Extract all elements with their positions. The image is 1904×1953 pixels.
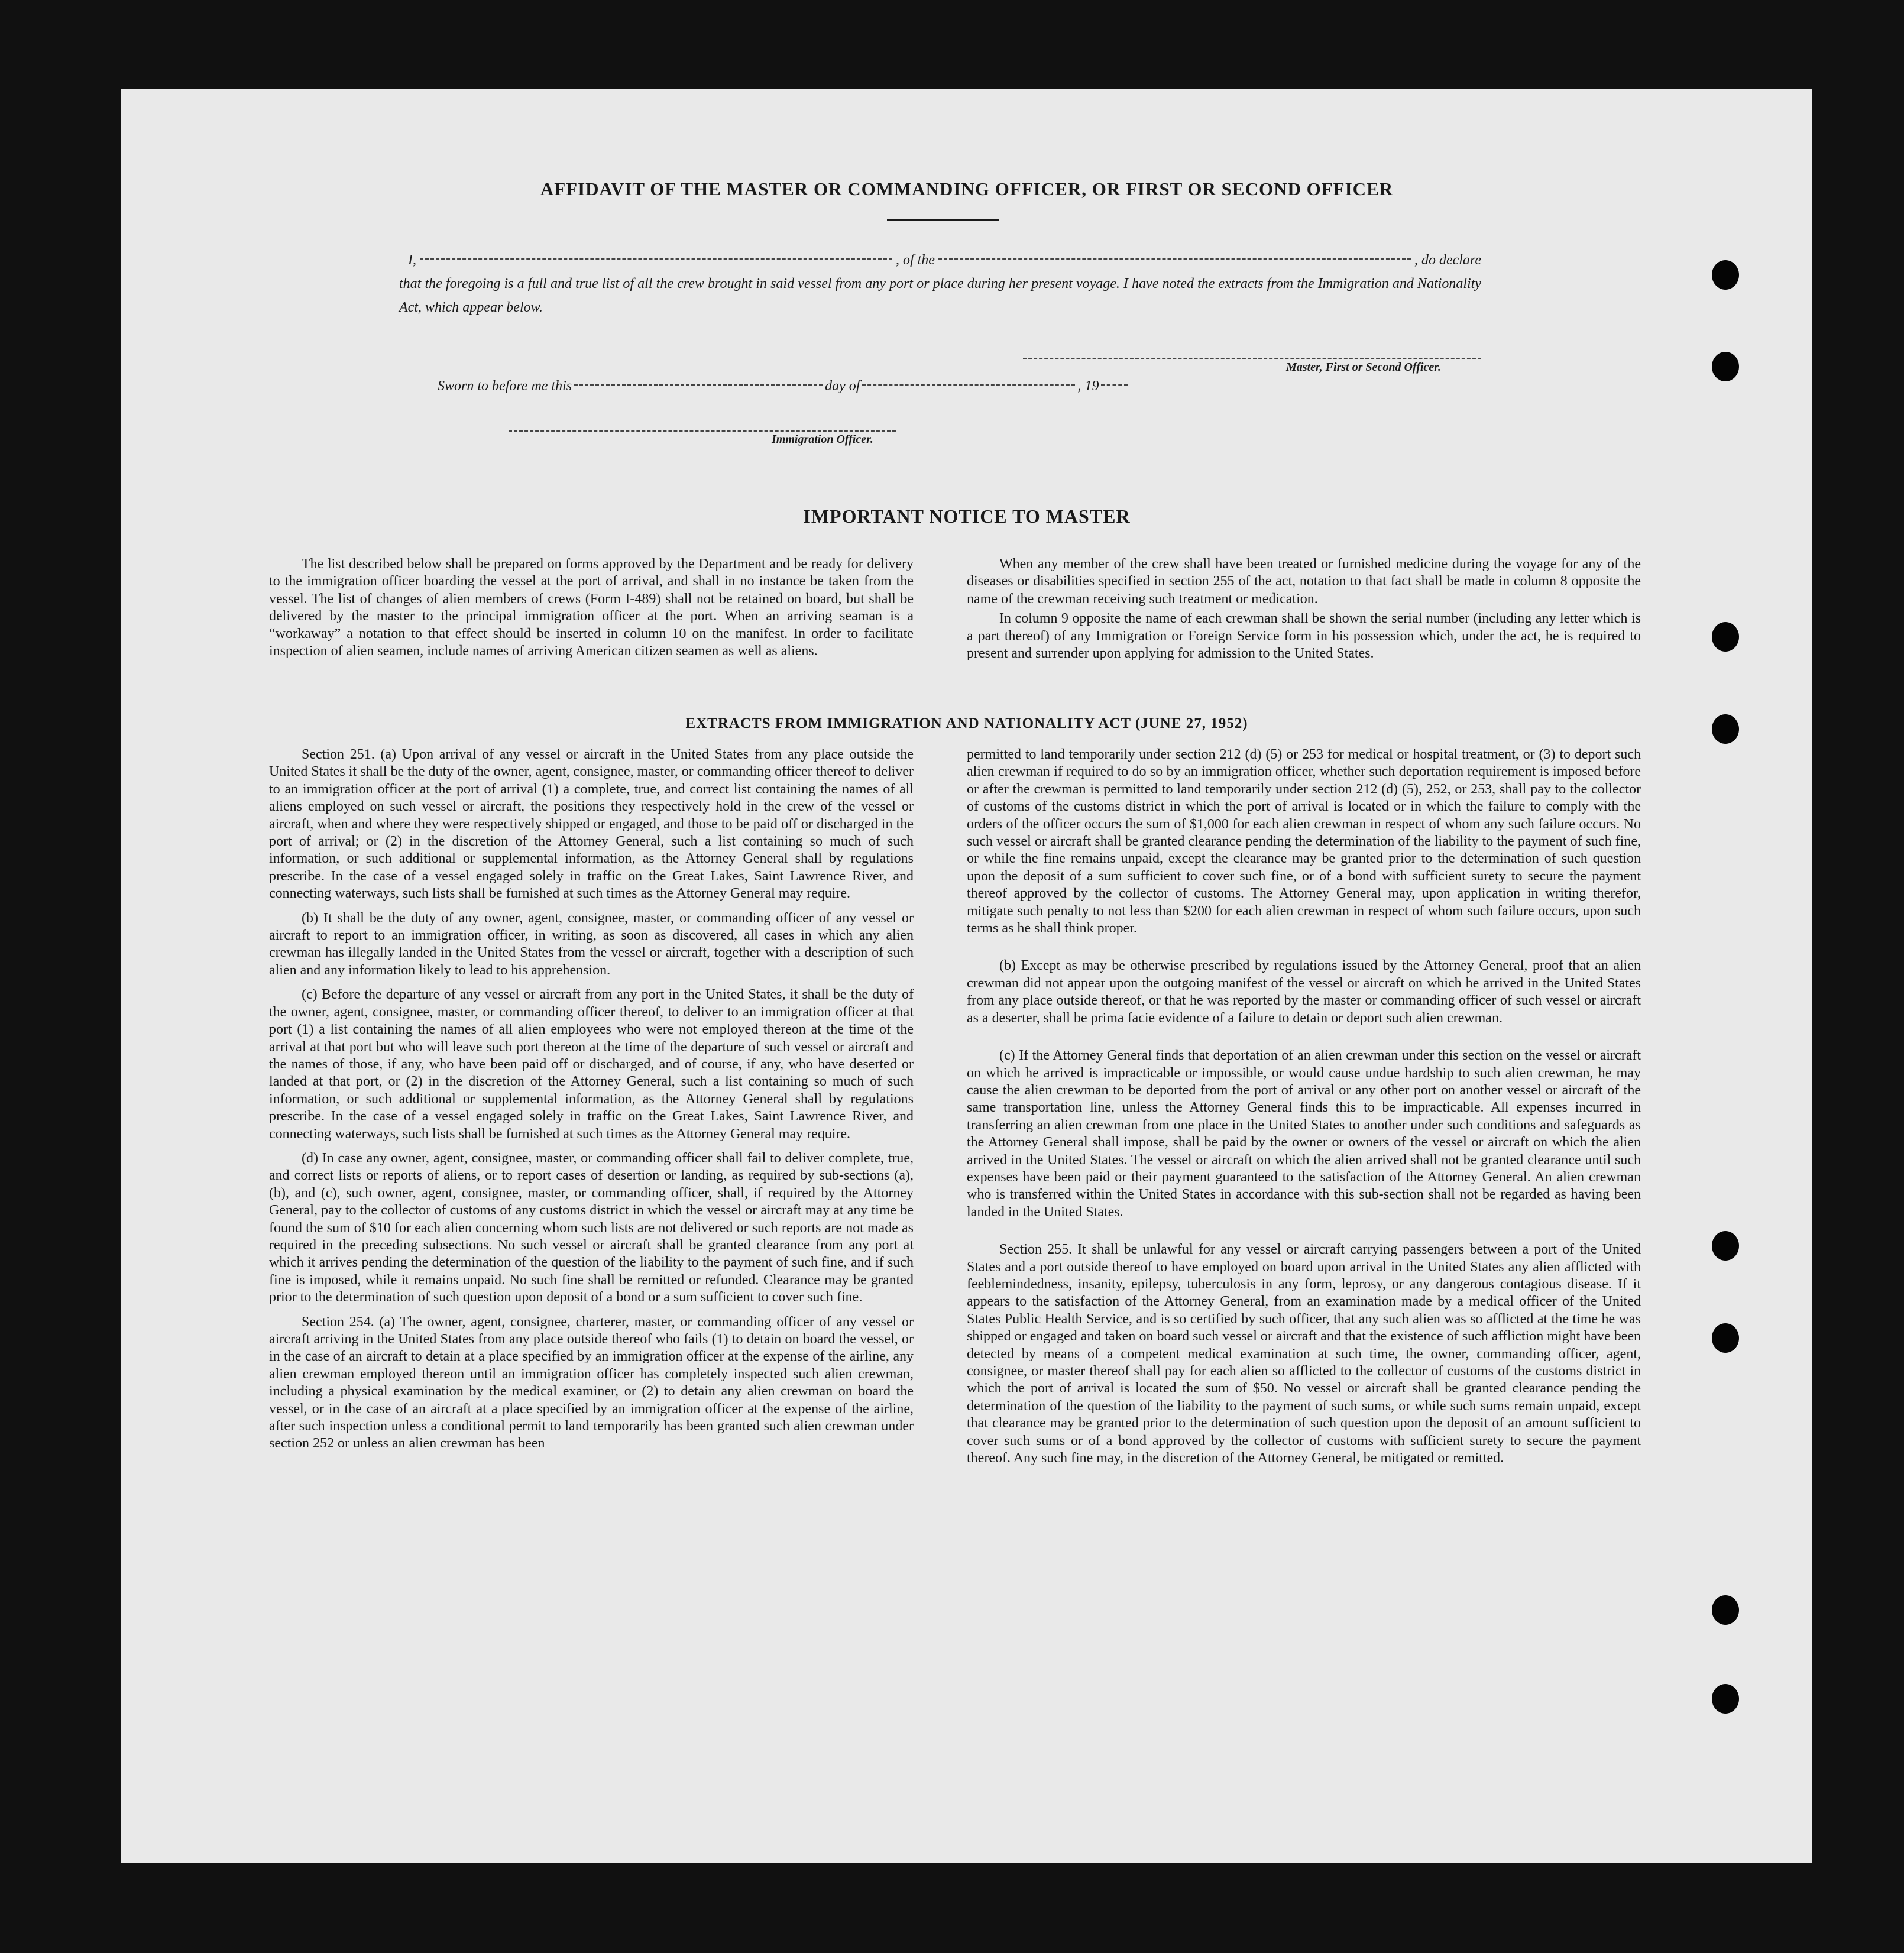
punch-hole xyxy=(1712,1595,1739,1625)
immigration-officer-label: Immigration Officer. xyxy=(772,433,873,446)
of-the-label: , of the xyxy=(895,252,935,268)
notice-right-paragraph-2: In column 9 opposite the name of each crewman shall be shown the serial number (including any letter which is a part thereof) of any Immigration or Foreign Service form in his possession which, under the act, he is required to present and surrender upon applying for admission to the United States. xyxy=(967,611,1641,662)
section-251-d: (d) In case any owner, agent, consignee, master, or commanding officer shall fail to deliver complete, true, and correct lists or reports of aliens, or to report cases of desertion or landing, as required by sub-sections (a), (b), and (c), such owner, agent, consignee, master, or commanding officer, shall, if required by the Attorney General, pay to the collector of customs of any customs district in which the vessel or aircraft may at any time be found the sum of $10 for each alien concerning whom such lists are not delivered or such reports are not made as required in the preceding subsections. No such vessel or aircraft shall be granted clearance from any port at which it arrives pending the determination of the question of the liability to the payment of such fine, and if such fine is imposed, while it remains unpaid. No such fine shall be remitted or refunded. Clearance may be granted prior to the determination of such question upon deposit of a bond or a sum sufficient to cover such fine. xyxy=(269,1150,914,1306)
do-declare-label: , do declare xyxy=(1414,252,1482,268)
vessel-field[interactable] xyxy=(938,257,1411,260)
master-signature-label: Master, First or Second Officer. xyxy=(1286,361,1441,374)
punch-hole xyxy=(1712,1323,1739,1353)
i-label: I, xyxy=(408,252,416,268)
notice-left-paragraph: The list described below shall be prepared on forms approved by the Department and be ready for delivery to the immigration officer boarding the vessel at the port of arrival, and shall in no instance be taken from the vessel. The list of changes of alien members of crews (Form I-489) shall not be retained on board, but shall be delivered by the master to the principal immigration officer at the port. When an arriving seaman is a “workaway” a notation to that effect should be inserted in column 10 on the manifest. In order to facilitate inspection of alien seamen, include names of arriving American citizen seamen as well as aliens. xyxy=(269,556,914,659)
section-254-c: (c) If the Attorney General finds that deportation of an alien crewman under this section on the vessel or aircraft on which he arrived is impracticable or impossible, or would cause undue hardship to such alien crewman, he may cause the alien crewman to be deported from the port of arrival or any other port on another vessel or aircraft of the same transportation line, unless the Attorney General finds this to be impracticable. All expenses incurred in transferring an alien crewman from one place in the United States to another under such conditions and safeguards as the Attorney General shall impose, shall be paid by the owner or owners of the vessel or aircraft on which the alien arrived in the United States. The vessel or aircraft on which the alien arrived shall not be granted clearance until such expenses have been paid or their payment guaranteed to the satisfaction of the Attorney General. An alien crewman who is transferred within the United States in accordance with this sub-section shall not be regarded as having been landed in the United States. xyxy=(967,1048,1641,1220)
section-251-c: (c) Before the departure of any vessel or aircraft from any port in the United States, it shall be the duty of the owner, agent, consignee, master, or commanding officer thereof, to deliver to an immigration officer at that port (1) a list containing the names of all alien employees who were not employed thereon at the time of the arrival at that port but who will leave such port thereon at the time of the departure of such vessel or aircraft and the names of those, if any, who have been paid off or discharged, and of course, if any, who have deserted or landed at that port, or (2) in the discretion of the Attorney General, such a list containing so much of such information, or such additional or supplemental information, as the Attorney General shall by regulations prescribe. In the case of a vessel engaged solely in traffic on the Great Lakes, Saint Lawrence River, and connecting waterways, such lists shall be furnished at such times as the Attorney General may require. xyxy=(269,987,914,1142)
master-signature-line[interactable] xyxy=(1023,358,1481,359)
declaration-block xyxy=(399,248,1482,319)
title-underline xyxy=(887,219,999,221)
notice-right-column xyxy=(967,556,1641,669)
name-field[interactable] xyxy=(420,257,892,260)
notice-right-paragraph-1: When any member of the crew shall have been treated or furnished medicine during the voyage for any of the diseases or disabilities specified in section 255 of the act, notation to that fact shall be made in column 8 opposite the name of the crewman receiving such treatment or medication. xyxy=(967,556,1641,607)
notice-title: IMPORTANT NOTICE TO MASTER xyxy=(803,506,1131,527)
sworn-month-field[interactable] xyxy=(862,383,1075,386)
section-254-a-continued: permitted to land temporarily under section 212 (d) (5) or 253 for medical or hospital treatment, or (3) to deport such alien crewman if required to do so by an immigration officer, whether such deportation requirement is imposed before or after the crewman is permitted to land temporarily under section 212 (d) (5), 252, or 253, shall pay to the collector of customs of the customs district in which the port of arrival is located or in which the failure to comply with the orders of the officer occurs the sum of $1,000 for each alien crewman in respect of whom any such failure occurs. No such vessel or aircraft shall be granted clearance pending the determination of the liability to the payment of such fine, or while the fine remains unpaid, except the clearance may be granted prior to the determination of such question upon the deposit of a sum sufficient to cover such fine, or of a bond with sufficient surety to secure the payment thereof approved by the collector of customs. The Attorney General may, upon application in writing therefor, mitigate such penalty to not less than $200 for each alien crewman in respect of whom such failure occurs, upon such terms as he shall think proper. xyxy=(967,747,1641,937)
sworn-line xyxy=(438,378,1189,394)
section-251-a: Section 251. (a) Upon arrival of any vessel or aircraft in the United States from any place outside the United States it shall be the duty of the owner, agent, consignee, master, or commanding officer thereof to deliver to an immigration officer at the port of arrival (1) a complete, true, and correct list containing the names of all aliens employed on such vessel or aircraft, the positions they respectively hold in the crew of the vessel or aircraft, when and where they were respectively shipped or engaged, and those to be paid off or discharged in the port of arrival; or (2) in the discretion of the Attorney General, such a list containing so much of such information, or such additional or supplemental information, as the Attorney General shall by regulations prescribe. In the case of a vessel engaged solely in traffic on the Great Lakes, Saint Lawrence River, and connecting waterways, such lists shall be furnished at such times as the Attorney General may require. xyxy=(269,747,914,902)
extracts-title: EXTRACTS FROM IMMIGRATION AND NATIONALITY ACT (JUNE 27, 1952) xyxy=(685,715,1248,731)
punch-hole xyxy=(1712,352,1739,381)
section-254-a: Section 254. (a) The owner, agent, consignee, charterer, master, or commanding officer of any vessel or aircraft arriving in the United States from any place outside thereof who fails (1) to detain on board the vessel, or in the case of an aircraft to detain at a place specified by an immigration officer at the expense of the airline, any alien crewman employed thereon until an immigration officer has completely inspected such alien crewman, including a physical examination by the medical examiner, or (2) to detain any alien crewman on board the vessel, or in the case of an aircraft at a place specified by an immigration officer at the expense of the airline, after such inspection unless a conditional permit to land temporarily has been granted such alien crewman under section 252 or unless an alien crewman has been xyxy=(269,1314,914,1452)
punch-hole xyxy=(1712,714,1739,744)
section-254-b: (b) Except as may be otherwise prescribed by regulations issued by the Attorney General, proof that an alien crewman did not appear upon the outgoing manifest of the vessel or aircraft on which he arrived in the United States from any place outside thereof, or that he was reported by the master or commanding officer of such vessel or aircraft as a deserter, shall be prima facie evidence of a failure to detain or deport such alien crewman. xyxy=(967,958,1641,1026)
day-of-label: day of xyxy=(825,378,860,394)
immigration-officer-signature-line[interactable] xyxy=(509,430,896,432)
punch-hole xyxy=(1712,260,1739,290)
extracts-right-column xyxy=(967,746,1641,1487)
punch-hole xyxy=(1712,1231,1739,1261)
notice-left-column xyxy=(269,556,914,667)
section-251-b: (b) It shall be the duty of any owner, agent, consignee, master, or commanding officer of any vessel or aircraft to report to an immigration officer, in writing, as soon as discovered, all cases in which any alien crewman has illegally landed in the United States from the vessel or aircraft, together with a description of such alien and any information likely to lead to his apprehension. xyxy=(269,910,914,978)
declaration-text: that the foregoing is a full and true list of all the crew brought in said vessel from any port or place during her present voyage. I have noted the extracts from the Immigration and Nationality Act, which appear below. xyxy=(399,276,1481,315)
punch-hole xyxy=(1712,1684,1739,1714)
sworn-year-field[interactable] xyxy=(1101,383,1128,386)
year-label: , 19 xyxy=(1077,378,1099,394)
sworn-day-field[interactable] xyxy=(574,383,823,386)
section-255: Section 255. It shall be unlawful for any vessel or aircraft carrying passengers between a port of the United States and a port outside thereof to have employed on board upon arrival in the United States any alien afflicted with feeblemindedness, insanity, epilepsy, tuberculosis in any form, leprosy, or any dangerous contagious disease. If it appears to the satisfaction of the Attorney General, from an examination made by a medical officer of the United States Public Health Service, and is so certified by such officer, that any such alien was so afflicted at the time he was shipped or engaged and taken on board such vessel or aircraft and that the existence of such affliction might have been detected by means of a competent medical examination at such time, the owner, commanding officer, agent, consignee, or master thereof shall pay for each alien so afflicted to the collector of customs of the customs district in which the port of arrival is located the sum of $50. No vessel or aircraft shall be granted clearance pending the determination of the question of the liability to the payment of such sums, or while such sums remain unpaid, except that clearance may be granted prior to the determination of such question upon the deposit of an amount sufficient to cover such sums or of a bond approved by the collector of customs with sufficient surety to secure the payment thereof. Any such fine may, in the discretion of the Attorney General, be mitigated or remitted. xyxy=(967,1242,1641,1466)
extracts-left-column xyxy=(269,746,914,1460)
sworn-label: Sworn to before me this xyxy=(438,378,572,394)
document-page xyxy=(121,89,1812,1863)
punch-hole xyxy=(1712,622,1739,652)
affidavit-title: AFFIDAVIT OF THE MASTER OR COMMANDING OFFICER, OR FIRST OR SECOND OFFICER xyxy=(540,179,1394,199)
